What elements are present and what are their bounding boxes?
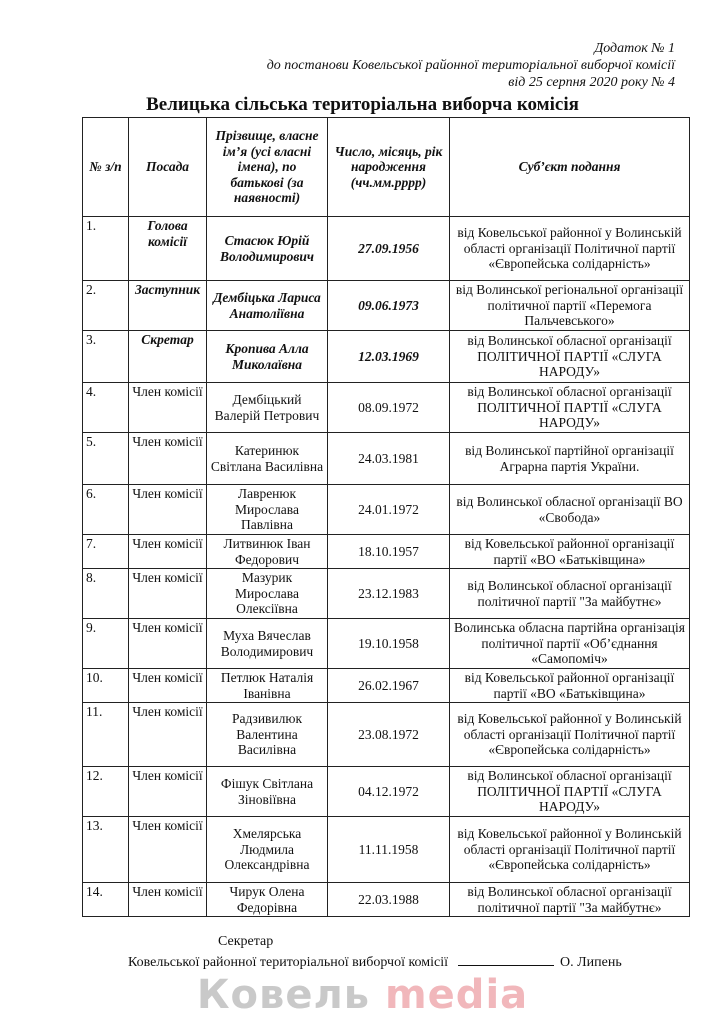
table-row xyxy=(83,217,690,281)
appendix-resolution: до постанови Ковельської районної територіальної виборчої комісії xyxy=(266,58,675,73)
row-subject: від Волинської партійної організації Аграрна партія України. xyxy=(450,433,690,485)
header-num: № з/п xyxy=(83,118,129,217)
row-name: Дембіцька Лариса Анатоліївна xyxy=(207,281,328,331)
row-number: 11. xyxy=(83,703,129,767)
row-dob: 24.03.1981 xyxy=(328,433,450,485)
document-title: Велицька сільська територіальна виборча комісія xyxy=(146,94,579,115)
row-number: 10. xyxy=(83,669,129,703)
row-dob: 26.02.1967 xyxy=(328,669,450,703)
row-position: Заступник xyxy=(129,281,207,331)
row-dob: 08.09.1972 xyxy=(328,383,450,433)
row-position: Член комісії xyxy=(129,817,207,883)
table-row xyxy=(83,669,690,703)
row-position: Член комісії xyxy=(129,619,207,669)
footer-secretary-title: Секретар xyxy=(218,934,274,949)
row-number: 7. xyxy=(83,535,129,569)
row-number: 6. xyxy=(83,485,129,535)
row-name: Катеринюк Світлана Василівна xyxy=(207,433,328,485)
row-dob: 12.03.1969 xyxy=(328,331,450,383)
table-header-row xyxy=(83,118,690,217)
table-row xyxy=(83,703,690,767)
row-position: Член комісії xyxy=(129,767,207,817)
row-dob: 11.11.1958 xyxy=(328,817,450,883)
row-position: Скретар xyxy=(129,331,207,383)
row-dob: 18.10.1957 xyxy=(328,535,450,569)
header-position: Посада xyxy=(129,118,207,217)
row-name: Лавренюк Мирослава Павлівна xyxy=(207,485,328,535)
header-name: Прізвище, власне ім’я (усі власні імена), по батькові (за наявності) xyxy=(207,118,328,217)
row-number: 1. xyxy=(83,217,129,281)
row-name: Дембіцький Валерій Петрович xyxy=(207,383,328,433)
table-row xyxy=(83,535,690,569)
row-position: Член комісії xyxy=(129,703,207,767)
row-subject: від Ковельської районної організації партії «ВО «Батьківщина» xyxy=(450,669,690,703)
row-position: Член комісії xyxy=(129,383,207,433)
row-number: 9. xyxy=(83,619,129,669)
table-row xyxy=(83,383,690,433)
row-position: Член комісії xyxy=(129,883,207,917)
row-dob: 23.12.1983 xyxy=(328,569,450,619)
row-number: 13. xyxy=(83,817,129,883)
footer-signature-line xyxy=(128,953,622,971)
row-number: 3. xyxy=(83,331,129,383)
row-number: 2. xyxy=(83,281,129,331)
signature-blank xyxy=(458,953,554,966)
row-position: Член комісії xyxy=(129,535,207,569)
row-position: Голова комісії xyxy=(129,217,207,281)
row-subject: від Волинської обласної організації ВО «Свобода» xyxy=(450,485,690,535)
row-subject: від Волинської обласної організації політичної партії "За майбутнє» xyxy=(450,883,690,917)
row-dob: 04.12.1972 xyxy=(328,767,450,817)
footer-signatory: О. Липень xyxy=(560,955,622,970)
row-number: 4. xyxy=(83,383,129,433)
table-row xyxy=(83,883,690,917)
row-number: 5. xyxy=(83,433,129,485)
row-subject: від Волинської обласної організації ПОЛІТИЧНОЇ ПАРТІЇ «СЛУГА НАРОДУ» xyxy=(450,383,690,433)
row-name: Литвинюк Іван Федорович xyxy=(207,535,328,569)
row-name: Петлюк Наталія Іванівна xyxy=(207,669,328,703)
row-dob: 27.09.1956 xyxy=(328,217,450,281)
row-name: Чирук Олена Федорівна xyxy=(207,883,328,917)
table-row xyxy=(83,433,690,485)
row-dob: 23.08.1972 xyxy=(328,703,450,767)
row-subject: Волинська обласна партійна організація політичної партії «Об’єднання «Самопоміч» xyxy=(450,619,690,669)
members-table xyxy=(82,117,690,917)
row-number: 8. xyxy=(83,569,129,619)
table-row xyxy=(83,281,690,331)
watermark-part2: media xyxy=(385,972,529,1018)
row-dob: 24.01.1972 xyxy=(328,485,450,535)
header-dob: Число, місяць, рік народження (чч.мм.рррр) xyxy=(328,118,450,217)
watermark-logo xyxy=(0,972,725,1018)
row-position: Член комісії xyxy=(129,669,207,703)
appendix-date: від 25 серпня 2020 року № 4 xyxy=(508,75,675,90)
row-name: Хмелярська Людмила Олександрівна xyxy=(207,817,328,883)
table-row xyxy=(83,485,690,535)
row-name: Фішук Світлана Зіновіївна xyxy=(207,767,328,817)
table-row xyxy=(83,331,690,383)
row-position: Член комісії xyxy=(129,569,207,619)
row-name: Мазурик Мирослава Олексіївна xyxy=(207,569,328,619)
row-subject: від Волинської регіональної організації політичної партії «Перемога Пальчевського» xyxy=(450,281,690,331)
table-row xyxy=(83,619,690,669)
row-dob: 09.06.1973 xyxy=(328,281,450,331)
row-subject: від Ковельської районної організації партії «ВО «Батьківщина» xyxy=(450,535,690,569)
row-dob: 19.10.1958 xyxy=(328,619,450,669)
row-dob: 22.03.1988 xyxy=(328,883,450,917)
row-subject: від Ковельської районної у Волинській області організації Політичної партії «Європейська солідарність» xyxy=(450,703,690,767)
row-name: Стасюк Юрій Володимирович xyxy=(207,217,328,281)
row-position: Член комісії xyxy=(129,433,207,485)
row-subject: від Ковельської районної у Волинській області організації Політичної партії «Європейська солідарність» xyxy=(450,817,690,883)
row-subject: від Волинської обласної організації ПОЛІТИЧНОЇ ПАРТІЇ «СЛУГА НАРОДУ» xyxy=(450,767,690,817)
row-name: Кропива Алла Миколаївна xyxy=(207,331,328,383)
appendix-number: Додаток № 1 xyxy=(594,41,675,56)
row-name: Радзивилюк Валентина Василівна xyxy=(207,703,328,767)
row-name: Муха Вячеслав Володимирович xyxy=(207,619,328,669)
row-subject: від Ковельської районної у Волинській області організації Політичної партії «Європейська солідарність» xyxy=(450,217,690,281)
table-row xyxy=(83,569,690,619)
header-subject: Суб’єкт подання xyxy=(450,118,690,217)
row-number: 12. xyxy=(83,767,129,817)
watermark-part1: Ковель xyxy=(196,972,371,1018)
row-position: Член комісії xyxy=(129,485,207,535)
row-number: 14. xyxy=(83,883,129,917)
footer-commission: Ковельської районної територіальної виборчої комісії xyxy=(128,955,449,970)
row-subject: від Волинської обласної організації ПОЛІТИЧНОЇ ПАРТІЇ «СЛУГА НАРОДУ» xyxy=(450,331,690,383)
table-row xyxy=(83,817,690,883)
table-row xyxy=(83,767,690,817)
row-subject: від Волинської обласної організації політичної партії "За майбутнє» xyxy=(450,569,690,619)
appendix-header xyxy=(75,40,675,91)
